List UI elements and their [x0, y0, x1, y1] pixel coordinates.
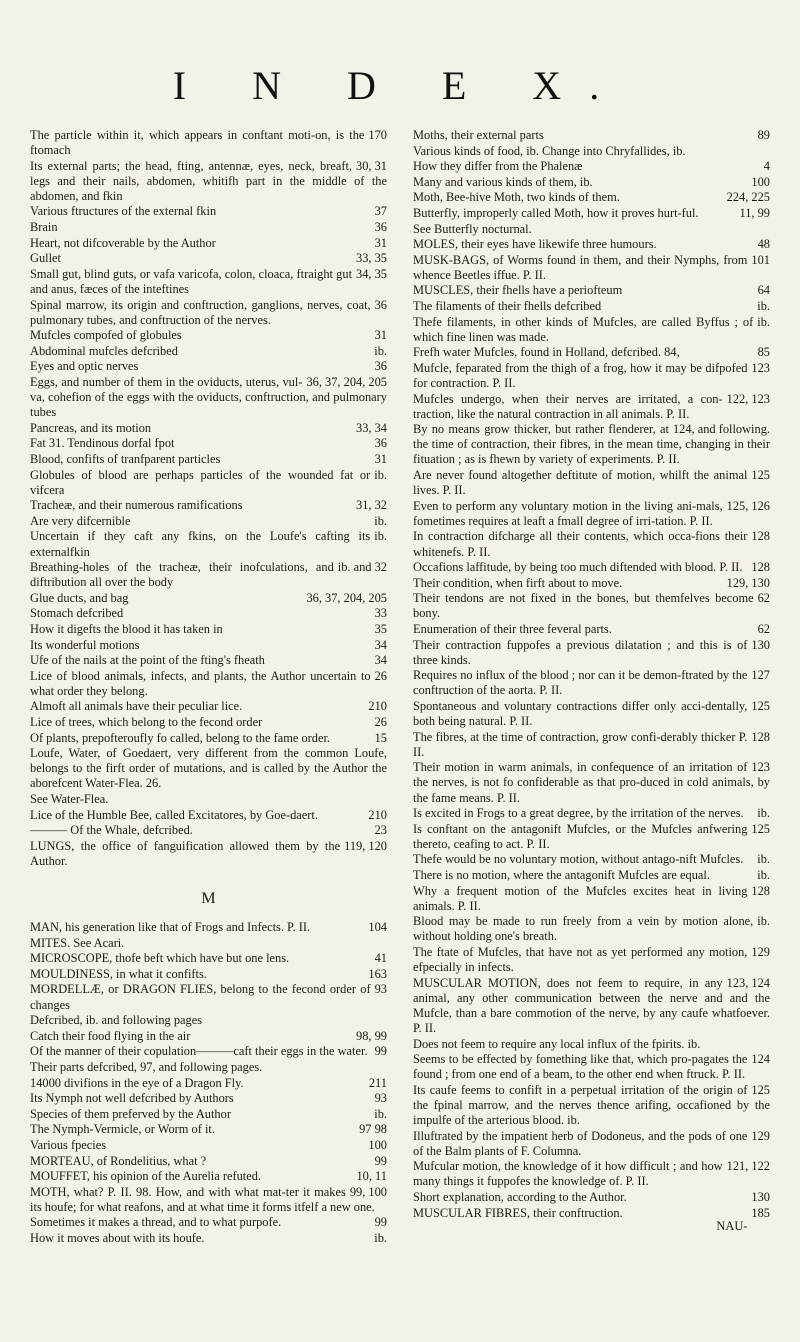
- entry-pages: 224, 225: [726, 190, 770, 205]
- entry-pages: 100: [368, 1137, 387, 1152]
- left-entries: [30, 128, 387, 869]
- entry-pages: 130: [751, 1189, 770, 1204]
- index-entry: [30, 1138, 387, 1153]
- entry-pages: 122, 123: [726, 391, 770, 406]
- index-entry: [30, 638, 387, 653]
- entry-text: MUSK-BAGS, of Worms found in them, and their Nymphs, from whence Beetles iffue. P. II.: [413, 252, 748, 282]
- right-entries: [413, 128, 770, 1221]
- entry-pages: 119, 120: [344, 838, 387, 853]
- entry-pages: 31: [374, 328, 387, 343]
- index-entry: [30, 128, 387, 158]
- index-entry: [30, 328, 387, 343]
- index-entry: [413, 422, 770, 467]
- entry-text: The Nymph-Vermicle, or Worm of it.: [30, 1122, 215, 1137]
- entry-text: Eyes and optic nerves: [30, 359, 139, 374]
- index-entry: [30, 839, 387, 869]
- entry-pages: 125, 126: [726, 498, 770, 513]
- entry-text: MORTEAU, of Rondelitius, what ?: [30, 1153, 207, 1168]
- entry-text: Thefe filaments, in other kinds of Mufcles, are called Byffus ; of which fine linen was made.: [413, 314, 754, 344]
- index-entry: [413, 576, 770, 591]
- index-entry: [30, 1029, 387, 1044]
- index-entry: [413, 529, 770, 559]
- entry-text: Moth, Bee-hive Moth, two kinds of them.: [413, 190, 620, 205]
- entry-pages: 33, 34: [356, 420, 387, 435]
- entry-pages: 11, 99: [739, 205, 770, 220]
- entry-text: LUNGS, the office of fanguification allowed them by the Author.: [30, 838, 341, 868]
- right-column: [413, 128, 770, 1234]
- entry-text: Tracheæ, and their numerous ramifications: [30, 498, 243, 513]
- entry-pages: 10, 11: [356, 1169, 387, 1184]
- index-entry: [30, 1122, 387, 1137]
- entry-text: How it moves about with its houfe.: [30, 1230, 205, 1245]
- index-entry: [413, 852, 770, 867]
- entry-pages: ib.: [757, 914, 770, 929]
- entry-text: Loufe, Water, of Goedaert, very different from the common Loufe, belongs to the firft order of mutations, and is called by the Author the aborefcent Water-Flea. 26.: [30, 746, 387, 791]
- entry-text: ——— Of the Whale, defcribed.: [30, 823, 193, 838]
- index-entry: [413, 1037, 770, 1052]
- entry-pages: ib.: [757, 806, 770, 821]
- entry-text: Various fpecies: [30, 1137, 107, 1152]
- entry-text: Are very difcernible: [30, 513, 131, 528]
- entry-text: Its external parts; the head, fting, antennæ, eyes, neck, breaft, legs and their nails, abdomen, whitifh part in the middle of the abdomen, and fkin: [30, 158, 387, 203]
- entry-text: Catch their food flying in the air: [30, 1028, 191, 1043]
- entry-text: Of the manner of their copulation———caft their eggs in the water.: [30, 1044, 368, 1059]
- entry-pages: 36: [374, 220, 387, 235]
- entry-pages: 97 98: [359, 1122, 387, 1137]
- entry-text: Moths, their external parts: [413, 128, 544, 142]
- entry-pages: 125: [751, 698, 770, 713]
- entry-text: Requires no influx of the blood ; nor can it be demon-ftrated by the conftruction of the aorta. P. II.: [413, 668, 748, 698]
- entry-text: Many and various kinds of them, ib.: [413, 174, 593, 189]
- entry-text: Lice of blood animals, infects, and plants, the Author uncertain to what order they belong.: [30, 668, 371, 698]
- entry-text: Short explanation, according to the Author.: [413, 1189, 627, 1204]
- entry-text: The filaments of their fhells defcribed: [413, 299, 602, 314]
- entry-pages: 123, 124: [726, 975, 770, 990]
- entry-pages: 34: [374, 653, 387, 668]
- entry-pages: 23: [374, 823, 387, 838]
- entry-text: Abdominal mufcles defcribed: [30, 343, 178, 358]
- entry-pages: 163: [368, 966, 387, 981]
- entry-pages: 30, 31: [356, 158, 387, 173]
- entry-text: See Water-Flea.: [30, 792, 109, 807]
- entry-text: By no means grow thicker, but rather flenderer, at the time of contraction, their fibres, in the mean time, changing in their fituation ; as is fhewn by variety of experiments. P. II.: [413, 422, 770, 467]
- entry-text: Blood, confifts of tranfparent particles: [30, 451, 221, 466]
- entry-text: Enumeration of their three feveral parts.: [413, 622, 612, 636]
- entry-text: Stomach defcribed: [30, 606, 124, 621]
- entry-text: Fat 31. Tendinous dorfal fpot: [30, 436, 175, 451]
- entry-pages: 62: [757, 622, 770, 636]
- index-entry: [413, 1159, 770, 1189]
- index-entry: [413, 699, 770, 729]
- index-entry: [413, 175, 770, 190]
- entry-pages: 211: [368, 1075, 387, 1090]
- index-entry: [413, 945, 770, 975]
- index-entry: [413, 914, 770, 944]
- index-entry: [30, 669, 387, 699]
- entry-pages: 170: [368, 128, 387, 142]
- entry-text: Does not feem to require any local influx of the fpirits. ib.: [413, 1036, 701, 1051]
- entry-text: Brain: [30, 220, 58, 235]
- index-entry: [413, 868, 770, 883]
- entry-text: Glue ducts, and bag: [30, 590, 129, 605]
- index-entry: [30, 1091, 387, 1106]
- entry-pages: 33, 35: [356, 251, 387, 266]
- entry-pages: 124: [751, 1052, 770, 1067]
- index-entry: [30, 967, 387, 982]
- entry-pages: 129: [751, 944, 770, 959]
- entry-text: The fibres, at the time of contraction, grow confi-derably thicker P. II.: [413, 729, 748, 759]
- entry-pages: 31: [374, 235, 387, 250]
- entry-text: Blood may be made to run freely from a vein by motion alone, without holding one's breath.: [413, 914, 754, 944]
- entry-text: Thefe would be no voluntary motion, without antago-nift Mufcles.: [413, 852, 744, 867]
- index-entry: [413, 1083, 770, 1128]
- entry-text: MUSCULAR MOTION, does not feem to require, in any animal, any other communication between the nerve and and the Mufcle, than a bare commotion of the nerve, by any caufe whatfoever. P. II.: [413, 975, 770, 1035]
- entry-pages: ib. and 32: [337, 560, 387, 575]
- entry-text: Spontaneous and voluntary contractions differ only acci-dentally, both being natural. P. II.: [413, 698, 748, 729]
- entry-pages: 125: [751, 468, 770, 483]
- left-m-entries: [30, 920, 387, 1246]
- entry-pages: 128: [751, 883, 770, 898]
- entry-pages: 48: [757, 237, 770, 252]
- index-entry: [413, 345, 770, 360]
- index-entry: [413, 760, 770, 805]
- entry-pages: 125: [751, 1082, 770, 1097]
- entry-pages: 127: [751, 668, 770, 683]
- index-entry: [413, 591, 770, 621]
- index-entry: [30, 920, 387, 935]
- entry-text: Heart, not difcoverable by the Author: [30, 235, 216, 250]
- index-entry: [413, 622, 770, 637]
- index-entry: [413, 392, 770, 422]
- entry-text: Is excited in Frogs to a great degree, by the irritation of the nerves.: [413, 806, 744, 821]
- entry-text: Small gut, blind guts, or vafa varicofa, colon, cloaca, ftraight gut and anus, fæces of the inteftines: [30, 266, 353, 296]
- entry-text: See Butterfly nocturnal.: [413, 221, 532, 236]
- entry-text: Lice of the Humble Bee, called Excitatores, by Goe-daert.: [30, 807, 318, 822]
- index-entry: [413, 222, 770, 237]
- entry-text: MOLES, their eyes have likewife three humours.: [413, 237, 657, 252]
- entry-pages: 36, 37, 204, 205: [306, 590, 387, 605]
- index-entry: [30, 936, 387, 951]
- entry-text: Is conftant on the antagonift Mufcles, or the Mufcles anfwering thereto, ceafing to act. P. II.: [413, 821, 748, 851]
- entry-text: Mufcular motion, the knowledge of it how difficult ; and how many things it fuppofes the knowledge of. P. II.: [413, 1159, 723, 1189]
- index-entry: [30, 375, 387, 420]
- index-entry: [413, 638, 770, 668]
- entry-text: 14000 divifions in the eye of a Dragon Fly.: [30, 1075, 244, 1090]
- index-entry: [413, 730, 770, 760]
- entry-text: Their motion in warm animals, in confequence of an irritation of the nerves, is not fo confiderable as that pro-duced in cold animals, by the fame means. P. II.: [413, 760, 770, 805]
- index-entry: [413, 159, 770, 174]
- entry-pages: 15: [374, 730, 387, 745]
- index-entry: [30, 267, 387, 297]
- entry-text: Butterfly, improperly called Moth, how it proves hurt-ful.: [413, 205, 699, 220]
- index-entry: [413, 206, 770, 221]
- index-entry: [30, 606, 387, 621]
- index-entry: [30, 731, 387, 746]
- entry-pages: 85: [757, 345, 770, 360]
- entry-pages: 104: [368, 920, 387, 935]
- index-entry: [30, 808, 387, 823]
- index-entry: [30, 699, 387, 714]
- index-entry: [30, 1154, 387, 1169]
- index-entry: [413, 190, 770, 205]
- entry-pages: ib.: [757, 868, 770, 882]
- entry-pages: 64: [757, 283, 770, 298]
- entry-pages: 128: [751, 529, 770, 544]
- index-entry: [30, 436, 387, 451]
- entry-text: Various kinds of food, ib. Change into Chryfallides, ib.: [413, 143, 686, 158]
- index-entry: [413, 144, 770, 159]
- index-entry: [413, 560, 770, 575]
- entry-text: MOULDINESS, in what it confifts.: [30, 966, 207, 981]
- entry-pages: 101: [751, 252, 770, 267]
- index-entry: [30, 344, 387, 359]
- entry-pages: 129: [751, 1128, 770, 1143]
- index-entry: [413, 668, 770, 698]
- entry-pages: 124, and following.: [672, 422, 770, 437]
- index-entry: [413, 253, 770, 283]
- entry-text: MOUFFET, his opinion of the Aurelia refuted.: [30, 1169, 262, 1184]
- index-entry: [413, 237, 770, 252]
- entry-text: Even to perform any voluntary motion in the living ani-mals, fometimes requires at leaft a fmall degree of irri-tation. P. II.: [413, 498, 723, 528]
- index-entry: [30, 251, 387, 266]
- entry-text: Breathing-holes of the tracheæ, their inofculations, and diftribution all over the body: [30, 560, 334, 590]
- entry-text: Its wonderful motions: [30, 637, 140, 652]
- index-entry: [30, 529, 387, 559]
- index-entry: [413, 1190, 770, 1205]
- entry-pages: ib.: [374, 529, 387, 544]
- entry-pages: 36: [374, 436, 387, 451]
- entry-pages: ib.: [374, 513, 387, 528]
- index-entry: [413, 1129, 770, 1159]
- entry-text: Of plants, prepofteroufly fo called, belong to the fame order.: [30, 730, 331, 745]
- index-entry: [30, 1044, 387, 1059]
- entry-text: MUSCULAR FIBRES, their conftruction.: [413, 1205, 623, 1220]
- entry-pages: 99, 100: [349, 1184, 387, 1199]
- entry-pages: 123: [751, 360, 770, 375]
- index-entry: [30, 1215, 387, 1230]
- entry-text: MORDELLÆ, or DRAGON FLIES, belong to the fecond order of changes: [30, 982, 371, 1012]
- entry-text: Mufcle, feparated from the thigh of a frog, how it may be difpofed for contraction. P. II.: [413, 360, 748, 390]
- entry-text: MICROSCOPE, thofe beft which have but one lens.: [30, 951, 290, 966]
- entry-pages: 34, 35: [356, 266, 387, 281]
- entry-text: Why a frequent motion of the Mufcles excites heat in living animals. P. II.: [413, 883, 748, 913]
- index-entry: [30, 359, 387, 374]
- index-entry: [30, 982, 387, 1012]
- entry-text: The ftate of Mufcles, that have not as yet performed any motion, efpecially in infects.: [413, 944, 748, 975]
- entry-pages: 128: [751, 729, 770, 744]
- entry-pages: 89: [757, 128, 770, 142]
- entry-text: MITES. See Acari.: [30, 935, 125, 950]
- entry-text: The particle within it, which appears in conftant moti-on, is the ftomach: [30, 128, 365, 158]
- entry-pages: 99: [374, 1044, 387, 1059]
- index-entry: [30, 591, 387, 606]
- entry-text: Gullet: [30, 251, 61, 266]
- index-entry: [30, 622, 387, 637]
- entry-text: Mufcles compofed of globules: [30, 328, 182, 343]
- index-entry: [413, 976, 770, 1036]
- index-entry: [413, 299, 770, 314]
- entry-text: MOTH, what? P. II. 98. How, and with what mat-ter it makes its houfe; for what reafons, and at what time it forms itfelf a new one.: [30, 1184, 375, 1214]
- entry-pages: 210: [368, 699, 387, 714]
- entry-pages: 93: [374, 1091, 387, 1106]
- entry-pages: 98, 99: [356, 1028, 387, 1043]
- entry-text: Spinal marrow, its origin and conftruction, ganglions, nerves, coat, pulmonary tubes, and conftruction of the nerves.: [30, 297, 371, 327]
- entry-text: Seems to be effected by fomething like that, which pro-pagates the found ; from one end of a beam, to the other end when ftruck. P. II.: [413, 1052, 748, 1082]
- index-entry: [30, 1107, 387, 1122]
- entry-text: Eggs, and number of them in the oviducts, uterus, vul-va, cohefion of the eggs with the oviducts, conftruction, and pulmonary tubes: [30, 375, 387, 420]
- entry-pages: 36: [374, 297, 387, 312]
- entry-pages: 62: [757, 591, 770, 606]
- index-entry: [30, 1013, 387, 1028]
- index-entry: [30, 792, 387, 807]
- entry-pages: 93: [374, 982, 387, 997]
- entry-pages: 99: [374, 1153, 387, 1168]
- entry-text: Defcribed, ib. and following pages: [30, 1013, 203, 1028]
- index-entry: [413, 806, 770, 821]
- entry-pages: ib.: [374, 1230, 387, 1245]
- index-entry: [30, 951, 387, 966]
- entry-pages: 36, 37, 204, 205: [306, 375, 387, 389]
- index-entry: [413, 315, 770, 345]
- entry-text: Ufe of the nails at the point of the fting's fheath: [30, 653, 265, 668]
- entry-text: Uncertain if they caft any fkins, on the Loufe's cafting its externalfkin: [30, 529, 371, 559]
- entry-text: Sometimes it makes a thread, and to what purpofe.: [30, 1215, 282, 1230]
- index-entry: [30, 514, 387, 529]
- entry-pages: 31, 32: [356, 498, 387, 513]
- entry-pages: 33: [374, 606, 387, 621]
- entry-text: Illuftrated by the impatient herb of Dodoneus, and the pods of one of the Balm plants of F. Columna.: [413, 1128, 748, 1158]
- index-entry: [30, 715, 387, 730]
- index-entry: [413, 822, 770, 852]
- entry-pages: 100: [751, 174, 770, 189]
- entry-text: Pancreas, and its motion: [30, 420, 152, 435]
- entry-pages: 125: [751, 821, 770, 836]
- index-entry: [30, 236, 387, 251]
- index-entry: [30, 1185, 387, 1215]
- entry-text: Mufcles undergo, when their nerves are irritated, a con-traction, like the natural contraction in all animals. P. II.: [413, 391, 723, 421]
- entry-pages: ib.: [374, 1106, 387, 1121]
- entry-pages: 123: [751, 760, 770, 775]
- entry-text: How they differ from the Phalenæ: [413, 159, 583, 174]
- entry-text: Occafions laffitude, by being too much diftended with blood. P. II.: [413, 560, 743, 575]
- index-entry: [30, 498, 387, 513]
- entry-text: Are never found altogether deftitute of motion, whilft the animal lives. P. II.: [413, 468, 748, 498]
- index-entry: [30, 452, 387, 467]
- entry-pages: 210: [368, 807, 387, 822]
- entry-text: Frefh water Mufcles, found in Holland, defcribed. 84,: [413, 345, 680, 360]
- entry-pages: 130: [751, 637, 770, 652]
- page-header: I N D E X.: [172, 63, 628, 108]
- entry-pages: 128: [751, 560, 770, 575]
- entry-pages: 185: [751, 1205, 770, 1220]
- entry-pages: 37: [374, 204, 387, 219]
- index-entry: [30, 1169, 387, 1184]
- index-entry: [30, 468, 387, 498]
- entry-pages: 26: [374, 715, 387, 730]
- entry-pages: 4: [763, 159, 770, 174]
- entry-text: Their parts defcribed, 97, and following pages.: [30, 1059, 263, 1074]
- index-entry: [30, 220, 387, 235]
- index-entry: [413, 128, 770, 143]
- entry-pages: 129, 130: [726, 575, 770, 590]
- entry-pages: 99: [374, 1215, 387, 1230]
- entry-text: How it digefts the blood it has taken in: [30, 622, 223, 636]
- entry-pages: 36: [374, 359, 387, 374]
- entry-pages: ib.: [757, 314, 770, 329]
- index-entry: [30, 823, 387, 838]
- index-entry: [413, 468, 770, 498]
- entry-text: MAN, his generation like that of Frogs and Infects. P. II.: [30, 920, 311, 935]
- entry-pages: ib.: [374, 467, 387, 482]
- index-entry: [30, 1060, 387, 1075]
- index-entry: [30, 204, 387, 219]
- entry-text: Their contraction fuppofes a previous dilatation ; and this is of three kinds.: [413, 637, 748, 667]
- entry-pages: 26: [374, 668, 387, 683]
- entry-text: In contraction difcharge all their contents, which occa-fions their whitenefs. P. II.: [413, 529, 748, 559]
- index-entry: [30, 746, 387, 791]
- entry-pages: 34: [374, 637, 387, 652]
- entry-text: Their tendons are not fixed in the bones, but themfelves become bony.: [413, 591, 754, 621]
- section-letter: M: [201, 890, 216, 907]
- entry-pages: 41: [374, 951, 387, 966]
- entry-text: Its Nymph not well defcribed by Authors: [30, 1091, 234, 1106]
- index-entry: [30, 653, 387, 668]
- entry-pages: ib.: [374, 343, 387, 358]
- entry-text: MUSCLES, their fhells have a periofteum: [413, 283, 623, 298]
- entry-pages: ib.: [757, 299, 770, 314]
- index-entry: [413, 499, 770, 529]
- index-entry: [30, 1231, 387, 1246]
- entry-text: Lice of trees, which belong to the fecond order: [30, 715, 263, 730]
- entry-pages: 121, 122: [726, 1159, 770, 1174]
- entry-text: Its caufe feems to confift in a perpetual irritation of the origin of the fpinal marrow, and the nerves thence arifing, occafioned by the impulfe of the arterious blood. ib.: [413, 1082, 770, 1127]
- entry-text: Species of them preferved by the Author: [30, 1106, 231, 1121]
- index-entry: [30, 298, 387, 328]
- catchword: NAU-: [716, 1219, 748, 1234]
- entry-pages: 31: [374, 451, 387, 466]
- index-entry: [413, 1052, 770, 1082]
- entry-text: Their condition, when firft about to move.: [413, 575, 623, 590]
- entry-text: There is no motion, where the antagonift Mufcles are equal.: [413, 868, 710, 882]
- entry-pages: ib.: [757, 852, 770, 867]
- index-entry: [30, 421, 387, 436]
- entry-text: Almoft all animals have their peculiar lice.: [30, 699, 243, 714]
- entry-text: Globules of blood are perhaps particles of the wounded fat or vifcera: [30, 467, 371, 497]
- index-entry: [30, 159, 387, 204]
- entry-pages: 35: [374, 622, 387, 636]
- index-entry: [413, 884, 770, 914]
- index-entry: [30, 560, 387, 590]
- index-entry: [413, 361, 770, 391]
- index-entry: [413, 283, 770, 298]
- entry-text: Various ftructures of the external fkin: [30, 204, 217, 219]
- index-entry: [30, 1076, 387, 1091]
- left-column: [30, 128, 387, 1247]
